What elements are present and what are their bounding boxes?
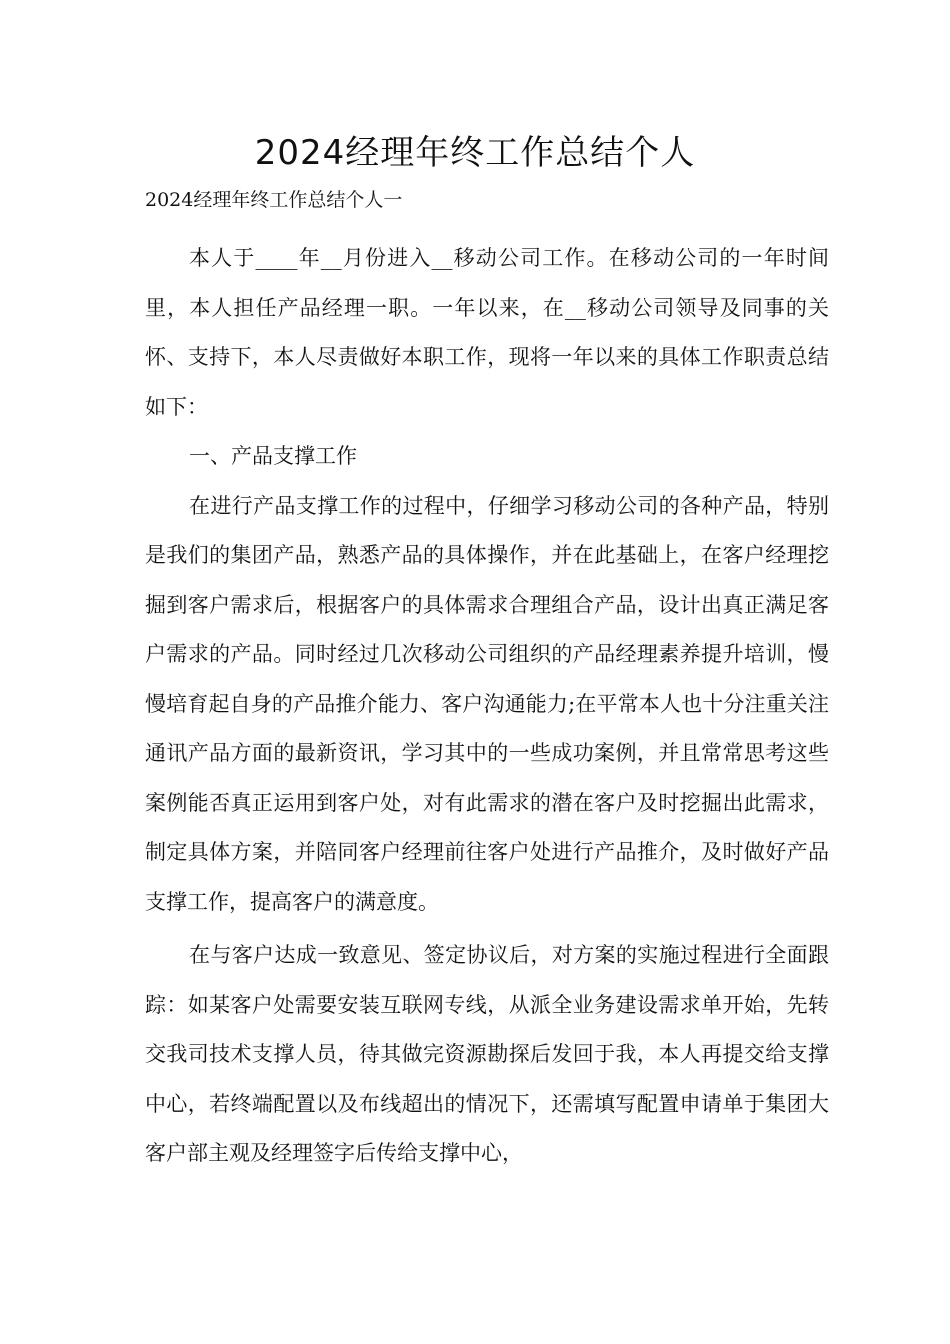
document-body — [145, 234, 829, 1179]
section-heading: 一、产品支撑工作 — [189, 444, 357, 468]
paragraph-product-support: 在进行产品支撑工作的过程中，仔细学习移动公司的各种产品，特别是我们的集团产品，熟悉产品的具体操作，并在此基础上，在客户经理挖掘到客户需求后，根据客户的具体需求合理组合产品，设计出真正满足客户需求的产品。同时经过几次移动公司组织的产品经理素养提升培训，慢慢培育起自身的产品推介能力、客户沟通能力;在平常本人也十分注重关注通讯产品方面的最新资讯，学习其中的一些成功案例，并且常常思考这些案例能否真正运用到客户处，对有此需求的潜在客户及时挖掘出此需求，制定具体方案，并陪同客户经理前往客户处进行产品推介，及时做好产品支撑工作，提高客户的满意度。 — [145, 493, 829, 914]
paragraph-intro: 本人于____年__月份进入__移动公司工作。在移动公司的一年时间里，本人担任产品经理一职。一年以来，在__移动公司领导及同事的关怀、支持下，本人尽责做好本职工作，现将一年以来的具体工作职责总结如下： — [145, 246, 829, 419]
document-title: 2024经理年终工作总结个人 — [254, 133, 696, 173]
paragraph-implementation: 在与客户达成一致意见、签定协议后，对方案的实施过程进行全面跟踪：如某客户处需要安装互联网专线，从派全业务建设需求单开始，先转交我司技术支撑人员，待其做完资源勘探后发回于我，本人再提交给支撑中心，若终端配置以及布线超出的情况下，还需填写配置申请单于集团大客户部主观及经理签字后传给支撑中心， — [145, 943, 829, 1165]
document-subtitle: 2024经理年终工作总结个人一 — [145, 189, 403, 211]
